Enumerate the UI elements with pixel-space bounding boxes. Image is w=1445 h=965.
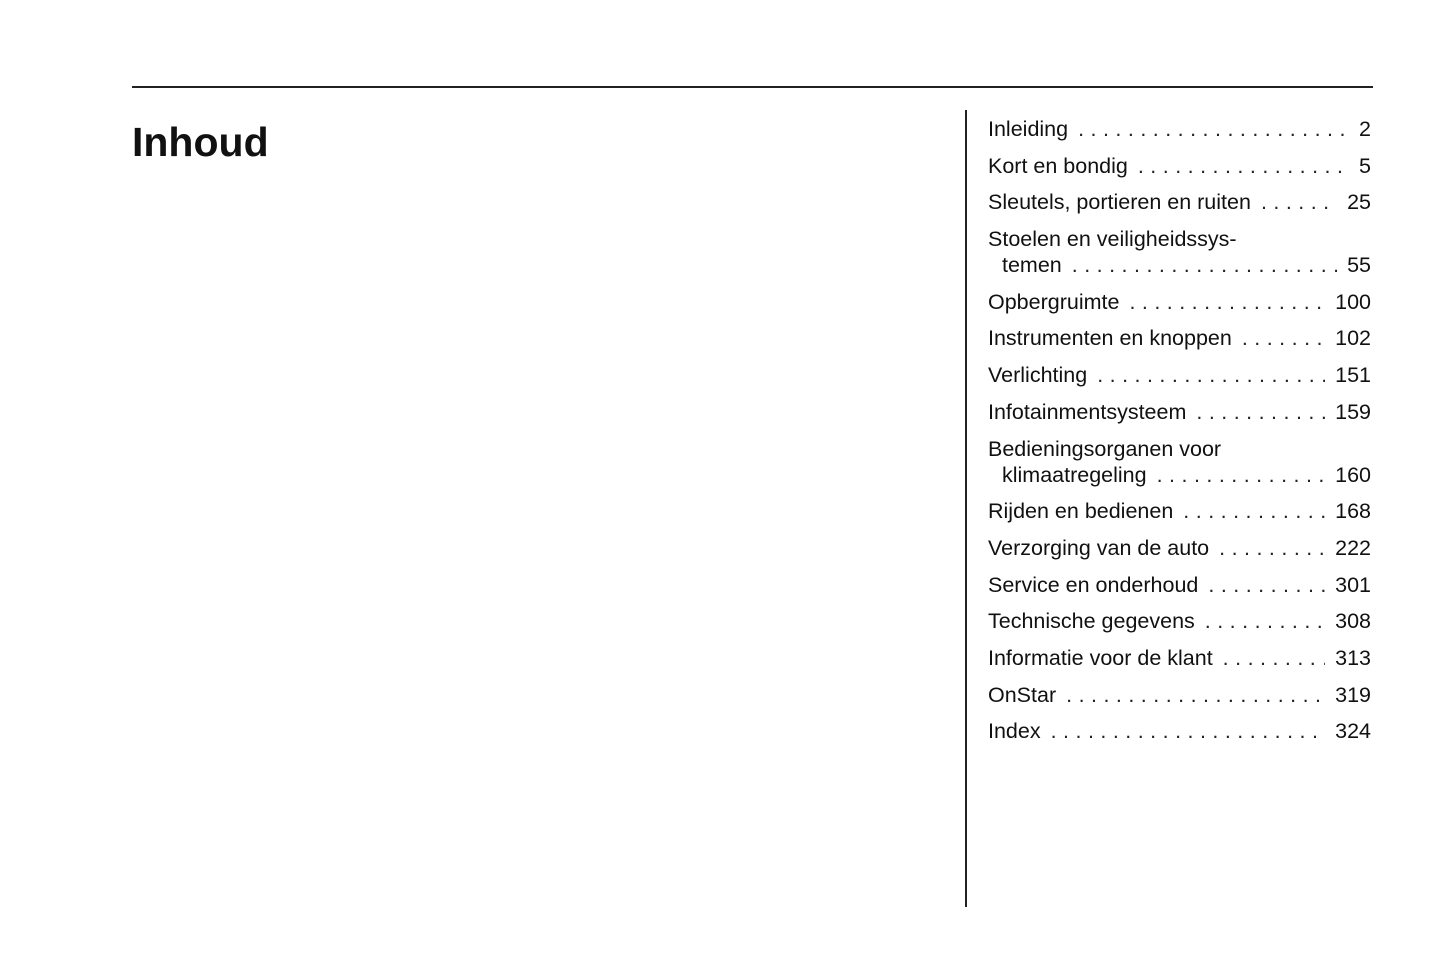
toc-dot-leader xyxy=(1072,252,1337,278)
toc-entry-label-line2: temen xyxy=(1002,253,1062,278)
toc-entry-label: Index xyxy=(988,719,1041,744)
toc-dot-leader xyxy=(1223,645,1325,671)
toc-dot-leader xyxy=(1219,535,1325,561)
toc-page-number: 151 xyxy=(1335,363,1371,388)
toc-entry-label: Verlichting xyxy=(988,363,1088,388)
toc-dot-leader xyxy=(1242,325,1325,351)
toc-page-number: 160 xyxy=(1335,462,1371,487)
top-divider xyxy=(132,86,1373,88)
toc-dot-leader xyxy=(1196,399,1325,425)
toc-entry-label: Instrumenten en knoppen xyxy=(988,326,1232,351)
toc-dot-leader xyxy=(1066,682,1325,708)
toc-entry-label: Informatie voor de klant xyxy=(988,645,1213,670)
toc-entry-label: OnStar xyxy=(988,682,1057,707)
toc-entry-infotainment[interactable] xyxy=(988,399,1371,425)
toc-page-number: 5 xyxy=(1359,153,1371,178)
toc-page-number: 168 xyxy=(1335,499,1371,524)
table-of-contents xyxy=(988,116,1371,755)
toc-entry-kort-en-bondig[interactable] xyxy=(988,153,1371,179)
toc-entry-label: Sleutels, portieren en ruiten xyxy=(988,190,1251,215)
toc-entry-inleiding[interactable] xyxy=(988,116,1371,142)
toc-entry-stoelen[interactable] xyxy=(988,226,1371,278)
toc-entry-verzorging[interactable] xyxy=(988,535,1371,561)
toc-dot-leader xyxy=(1097,362,1325,388)
toc-dot-leader xyxy=(1205,608,1325,634)
toc-page-number: 301 xyxy=(1335,572,1371,597)
toc-page-number: 324 xyxy=(1335,719,1371,744)
column-divider xyxy=(965,110,967,907)
toc-entry-service[interactable] xyxy=(988,572,1371,598)
toc-page-number: 308 xyxy=(1335,609,1371,634)
toc-entry-label-line2: klimaatregeling xyxy=(1002,462,1147,487)
toc-entry-informatie-klant[interactable] xyxy=(988,645,1371,671)
toc-dot-leader xyxy=(1157,462,1326,488)
toc-entry-technische-gegevens[interactable] xyxy=(988,608,1371,634)
toc-entry-label: Rijden en bedienen xyxy=(988,499,1174,524)
toc-entry-verlichting[interactable] xyxy=(988,362,1371,388)
toc-entry-label: Verzorging van de auto xyxy=(988,535,1210,560)
toc-entry-instrumenten[interactable] xyxy=(988,325,1371,351)
toc-dot-leader xyxy=(1078,116,1349,142)
toc-page-number: 2 xyxy=(1359,117,1371,141)
toc-dot-leader xyxy=(1051,718,1326,744)
toc-dot-leader xyxy=(1183,498,1325,524)
toc-entry-label: Technische gegevens xyxy=(988,609,1195,634)
toc-page-number: 55 xyxy=(1347,253,1371,278)
toc-entry-label-line1: Stoelen en veiligheidssys- xyxy=(988,227,1237,252)
toc-page-number: 100 xyxy=(1335,289,1371,314)
toc-page-number: 102 xyxy=(1335,326,1371,351)
toc-entry-label: Service en onderhoud xyxy=(988,572,1199,597)
toc-entry-onstar[interactable] xyxy=(988,682,1371,708)
toc-entry-label: Infotainmentsysteem xyxy=(988,399,1187,424)
toc-entry-klimaatregeling[interactable] xyxy=(988,436,1371,488)
toc-page-number: 313 xyxy=(1335,645,1371,670)
toc-page-number: 159 xyxy=(1335,399,1371,424)
toc-entry-label: Inleiding xyxy=(988,117,1069,141)
toc-dot-leader xyxy=(1208,572,1325,598)
toc-entry-index[interactable] xyxy=(988,718,1371,744)
toc-entry-rijden[interactable] xyxy=(988,498,1371,524)
toc-entry-opbergruimte[interactable] xyxy=(988,289,1371,315)
toc-page-number: 222 xyxy=(1335,535,1371,560)
toc-dot-leader xyxy=(1129,289,1325,315)
toc-dot-leader xyxy=(1138,153,1349,179)
toc-entry-sleutels[interactable] xyxy=(988,189,1371,215)
toc-dot-leader xyxy=(1261,189,1337,215)
toc-entry-label: Opbergruimte xyxy=(988,289,1120,314)
toc-page-number: 25 xyxy=(1347,190,1371,215)
page-title: Inhoud xyxy=(132,119,269,165)
toc-entry-label-line1: Bedieningsorganen voor xyxy=(988,436,1222,461)
toc-page-number: 319 xyxy=(1335,682,1371,707)
toc-entry-label: Kort en bondig xyxy=(988,153,1128,178)
